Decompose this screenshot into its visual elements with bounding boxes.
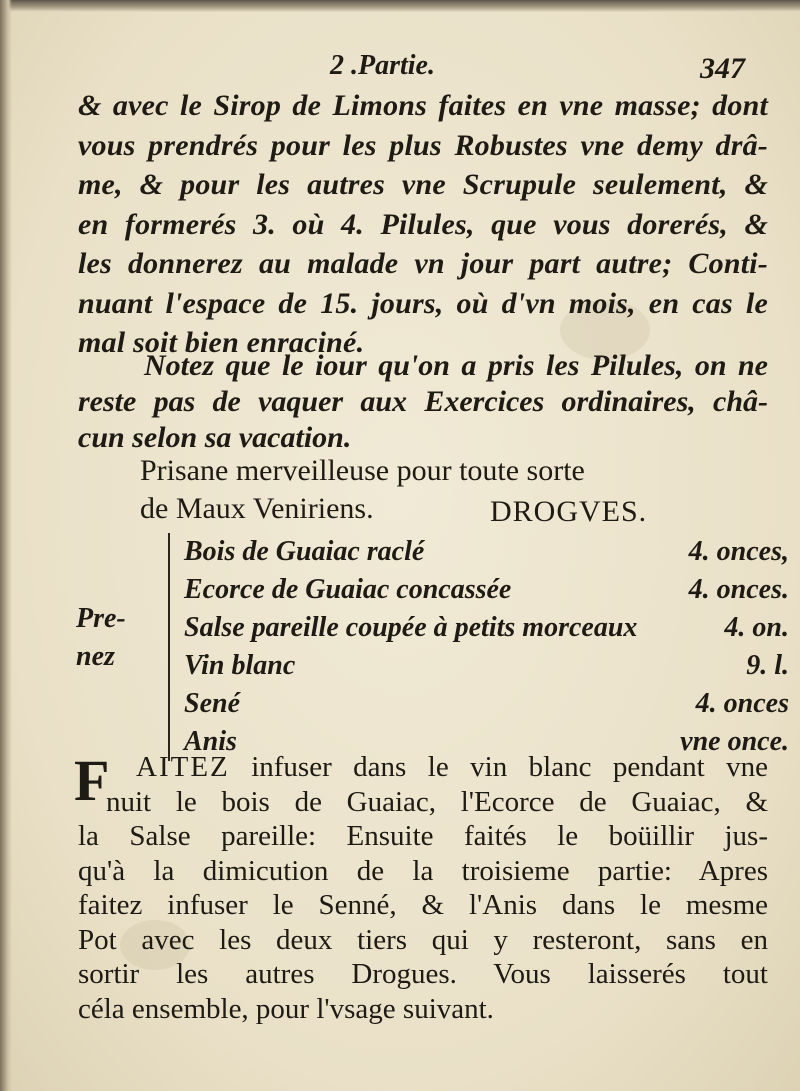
ingredient-quantity: 4. onces. bbox=[688, 574, 789, 605]
page-left-edge bbox=[0, 0, 12, 1091]
text-line: nuit le bois de Guaiac, l'Ecorce de Guaiac, & bbox=[106, 785, 768, 818]
ingredient-name: Ecorce de Guaiac concassée bbox=[184, 574, 512, 605]
ingredient-quantity: 9. l. bbox=[746, 650, 789, 681]
drogues-heading: DROGVES. bbox=[490, 495, 648, 528]
text-line bbox=[78, 750, 768, 785]
text-line: en formerés 3. où 4. Pilules, que vous dorerés, & bbox=[78, 207, 768, 241]
ingredient-name: Sené bbox=[184, 688, 240, 719]
running-head: 2 .Partie. bbox=[330, 50, 435, 81]
page-header bbox=[0, 50, 800, 90]
side-label-line: Pre- bbox=[76, 603, 126, 634]
paragraph-note bbox=[78, 348, 768, 456]
text-line: Notez que le iour qu'on a pris les Pilules, on ne bbox=[144, 349, 768, 382]
text-line: qu'à la dimicution de la troisieme partie: Apres bbox=[78, 854, 768, 887]
drop-cap: F bbox=[74, 748, 110, 813]
recipe-title-line: de Maux Veniriens. bbox=[140, 492, 374, 525]
ingredient-row bbox=[184, 609, 789, 647]
ingredient-row bbox=[184, 685, 789, 723]
text-line: nuant l'espace de 15. jours, où d'vn mois, en cas le bbox=[78, 286, 768, 320]
text-line: cun selon sa vacation. bbox=[78, 421, 352, 454]
text-line: Pot avec les deux tiers qui y resteront, sans en bbox=[78, 923, 768, 956]
ingredient-quantity: vne once. bbox=[680, 726, 789, 757]
text-line: mal soit bien enraciné. bbox=[78, 326, 365, 359]
text-line: les donnerez au malade vn jour part autre; Conti- bbox=[78, 247, 768, 280]
text-line: céla ensemble, pour l'vsage suivant. bbox=[78, 992, 494, 1025]
ingredient-name: Anis bbox=[184, 726, 237, 757]
text-line-rest: infuser dans le vin blanc pendant vne bbox=[251, 751, 768, 783]
page-top-edge bbox=[0, 0, 800, 12]
recipe-title-line: Prisane merveilleuse pour toute sorte bbox=[140, 454, 585, 487]
ingredient-quantity: 4. onces bbox=[695, 688, 789, 719]
paragraph-instructions bbox=[78, 86, 768, 363]
ingredient-row bbox=[184, 571, 789, 609]
text-line: sortir les autres Drogues. Vous laisserés tout bbox=[78, 958, 768, 990]
ingredient-list bbox=[168, 533, 789, 761]
ingredient-name: Salse pareille coupée à petits morceaux bbox=[184, 612, 638, 643]
first-word: AITEZ bbox=[136, 751, 230, 783]
ingredient-row bbox=[184, 647, 789, 685]
ingredient-row bbox=[184, 533, 789, 571]
page-number: 347 bbox=[700, 52, 745, 85]
ingredient-quantity: 4. on. bbox=[724, 612, 789, 643]
ingredient-name: Bois de Guaiac raclé bbox=[184, 536, 425, 567]
prenez-side-label bbox=[76, 600, 126, 676]
text-line: & avec le Sirop de Limons faites en vne masse; dont bbox=[78, 89, 768, 122]
paragraph-preparation bbox=[78, 750, 768, 1026]
text-line: vous prendrés pour les plus Robustes vne demy drâ- bbox=[78, 128, 768, 162]
text-line: me, & pour les autres vne Scrupule seulement, & bbox=[78, 168, 768, 201]
text-line: reste pas de vaquer aux Exercices ordinaires, châ- bbox=[78, 385, 768, 418]
ingredient-quantity: 4. onces, bbox=[688, 536, 789, 567]
side-label-line: nez bbox=[76, 641, 115, 672]
text-line: faitez infuser le Senné, & l'Anis dans le mesme bbox=[78, 889, 768, 921]
ingredient-name: Vin blanc bbox=[184, 650, 296, 681]
text-line: la Salse pareille: Ensuite faités le boüillir jus- bbox=[78, 820, 768, 852]
